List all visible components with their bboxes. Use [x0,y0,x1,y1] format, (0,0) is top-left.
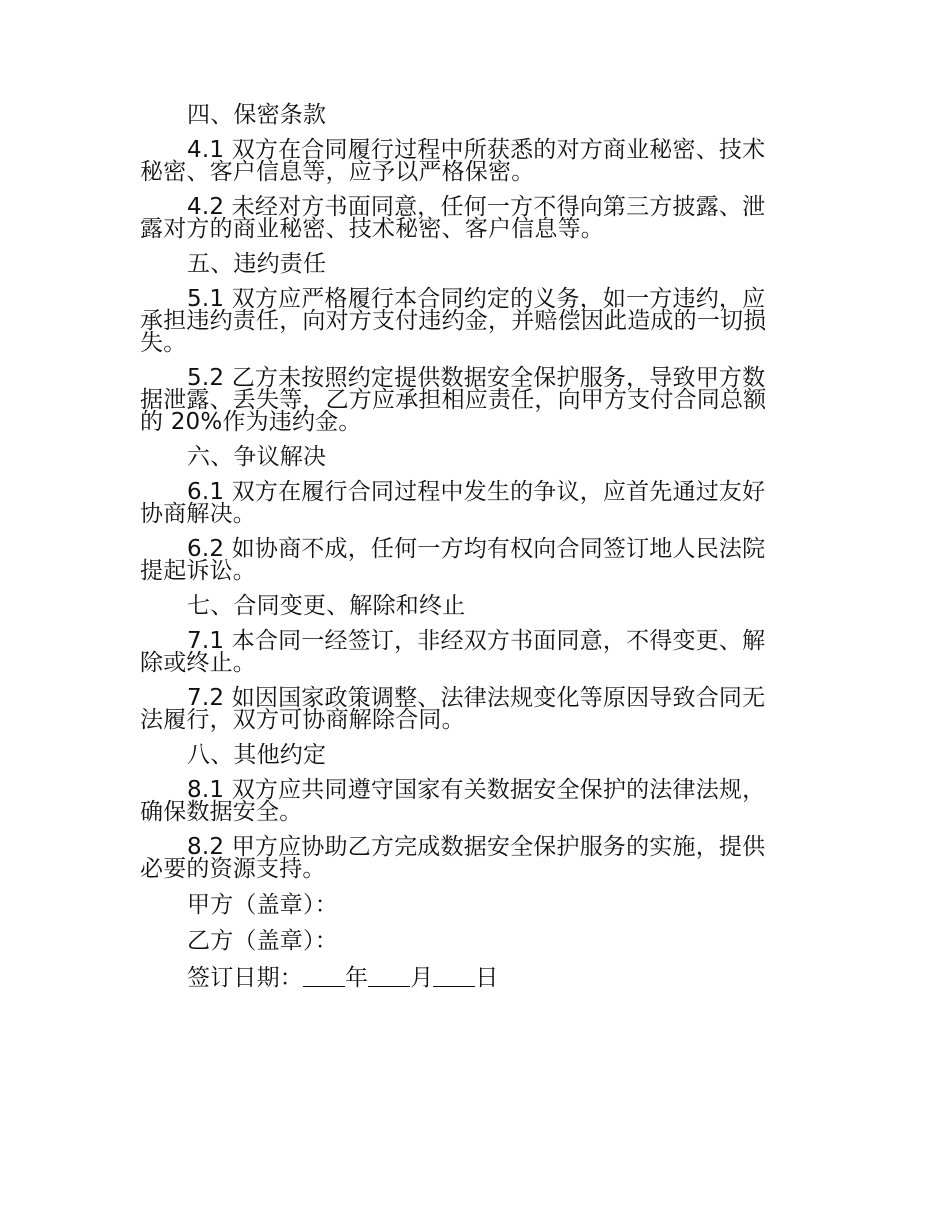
section-heading-liability: 五、违约责任 [187,251,327,277]
clause-line: 8.2 甲方应协助乙方完成数据安全保护服务的实施，提供 [187,834,766,860]
day-blank [433,966,475,987]
day-label: 日 [475,965,499,991]
clause-line: 5.2 乙方未按照约定提供数据安全保护服务，导致甲方数 [187,365,766,391]
clause-line: 确保数据安全。 [140,799,303,825]
clause-8-1 [140,779,810,823]
contract-body [140,104,810,989]
clause-line: 的 20%作为违约金。 [140,409,362,435]
clause-line: 失。 [140,330,187,356]
clause-line: 据泄露、丢失等，乙方应承担相应责任，向甲方支付合同总额 [140,387,767,413]
month-label: 月 [410,965,434,991]
clause-4-1 [140,139,810,183]
clause-line: 协商解决。 [140,501,256,527]
year-label: 年 [345,965,369,991]
clause-6-1 [140,481,810,525]
clause-line: 7.1 本合同一经签订，非经双方书面同意，不得变更、解 [187,628,766,654]
clause-line: 提起诉讼。 [140,558,256,584]
party-b-seal: 乙方（盖章）： [187,928,338,954]
section-heading-change: 七、合同变更、解除和终止 [187,593,466,619]
clause-8-2 [140,836,810,880]
clause-7-2 [140,687,810,731]
clause-line: 露对方的商业秘密、技术秘密、客户信息等。 [140,216,604,242]
clause-line: 必要的资源支持。 [140,856,326,882]
signing-date [140,966,810,989]
clause-line: 7.2 如因国家政策调整、法律法规变化等原因导致合同无 [187,685,766,711]
clause-line: 秘密、客户信息等，应予以严格保密。 [140,159,535,185]
clause-line: 除或终止。 [140,650,256,676]
clause-line: 4.1 双方在合同履行过程中所获悉的对方商业秘密、技术 [187,137,766,163]
clause-line: 承担违约责任，向对方支付违约金，并赔偿因此造成的一切损 [140,308,767,334]
clause-line: 6.2 如协商不成，任何一方均有权向合同签订地人民法院 [187,536,766,562]
clause-line: 4.2 未经对方书面同意，任何一方不得向第三方披露、泄 [187,194,766,220]
clause-5-2 [140,367,810,433]
party-a-seal: 甲方（盖章）： [187,892,338,918]
clause-4-2 [140,196,810,240]
clause-line: 6.1 双方在履行合同过程中发生的争议，应首先通过友好 [187,479,766,505]
clause-line: 8.1 双方应共同遵守国家有关数据安全保护的法律法规， [187,777,766,803]
section-heading-dispute: 六、争议解决 [187,444,327,470]
month-blank [368,966,410,987]
clause-5-1 [140,288,810,354]
clause-line: 5.1 双方应严格履行本合同约定的义务，如一方违约，应 [187,286,766,312]
date-label: 签订日期： [187,965,303,991]
clause-line: 法履行，双方可协商解除合同。 [140,707,465,733]
section-heading-other: 八、其他约定 [187,742,327,768]
year-blank [303,966,345,987]
section-heading-confidentiality: 四、保密条款 [187,102,327,128]
clause-7-1 [140,630,810,674]
clause-6-2 [140,538,810,582]
